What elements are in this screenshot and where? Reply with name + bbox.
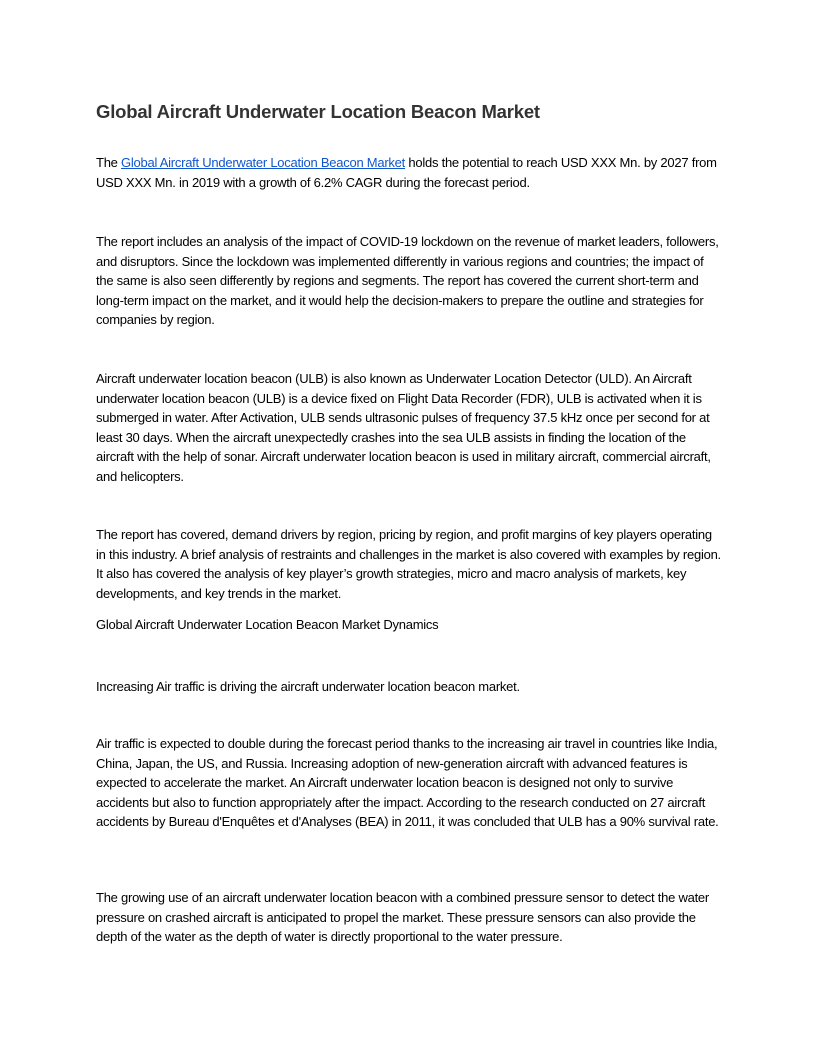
- intro-paragraph: [96, 153, 722, 192]
- document-title: Global Aircraft Underwater Location Beacon Market: [96, 101, 540, 122]
- driver-statement: Increasing Air traffic is driving the aircraft underwater location beacon market.: [96, 679, 520, 694]
- report-coverage-paragraph: The report has covered, demand drivers by region, pricing by region, and profit margins of key players operating in this industry. A brief analysis of restraints and challenges in the market is also covered with examples by region. It also has covered the analysis of key player’s growth strategies, micro and macro analysis of markets, key developments, and key trends in the market.: [96, 527, 721, 601]
- intro-text-before: The: [96, 155, 122, 170]
- ulb-definition-paragraph: Aircraft underwater location beacon (ULB) is also known as Underwater Location Detector (ULD). An Aircraft underwater location beacon (ULB) is a device fixed on Flight Data Recorder (FDR), ULB is activated when it is submerged in water. After Activation, ULB sends ultrasonic pulses of frequency 37.5 kHz once per second for at least 30 days. When the aircraft unexpectedly crashes into the sea ULB assists in finding the location of the aircraft with the help of sonar. Aircraft underwater location beacon is used in military aircraft, commercial aircraft, and helicopters.: [96, 371, 711, 484]
- market-report-link[interactable]: Global Aircraft Underwater Location Beacon Market: [121, 155, 406, 170]
- air-traffic-paragraph: Air traffic is expected to double during the forecast period thanks to the increasing air travel in countries like India, China, Japan, the US, and Russia. Increasing adoption of new-generation aircraft with advanced features is expected to accelerate the market. An Aircraft underwater location beacon is designed not only to survive accidents but also to function appropriately after the impact. According to the research conducted on 27 aircraft accidents by Bureau d'Enquêtes et d'Analyses (BEA) in 2011, it was concluded that ULB has a 90% survival rate.: [96, 736, 719, 829]
- covid-impact-paragraph: The report includes an analysis of the impact of COVID-19 lockdown on the revenue of market leaders, followers, and disruptors. Since the lockdown was implemented differently in various regions and countries; the impact of the same is also seen differently by regions and segments. The report has covered the current short-term and long-term impact on the market, and it would help the decision-makers to prepare the outline and strategies for companies by region.: [96, 234, 719, 327]
- intro-text-after: holds the potential to reach USD XXX Mn. by 2027 from USD XXX Mn. in 2019 with a growth of 6.2% CAGR during the forecast period.: [96, 155, 717, 190]
- pressure-sensor-paragraph: The growing use of an aircraft underwater location beacon with a combined pressure sensor to detect the water pressure on crashed aircraft is anticipated to propel the market. These pressure sensors can also provide the depth of the water as the depth of water is directly proportional to the water pressure.: [96, 890, 709, 944]
- dynamics-heading: Global Aircraft Underwater Location Beacon Market Dynamics: [96, 617, 439, 632]
